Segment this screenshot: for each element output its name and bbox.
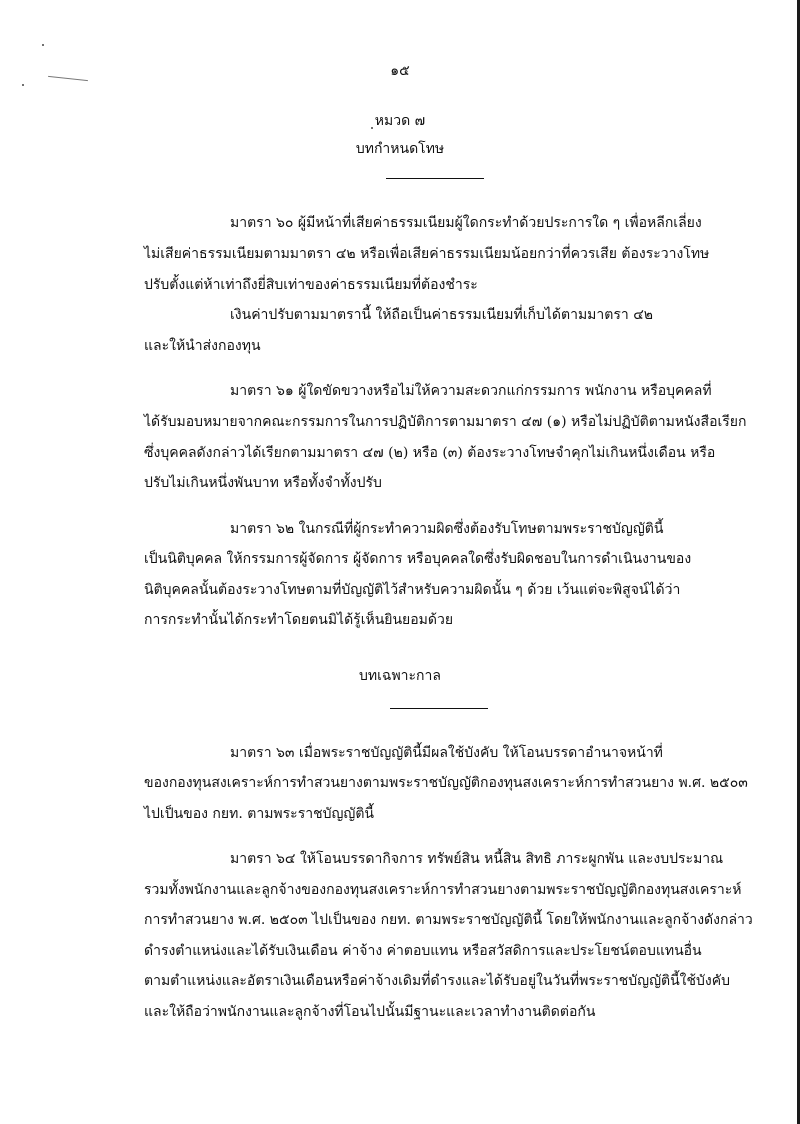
section-60-line-5: และให้นำส่งกองทุน bbox=[144, 338, 261, 354]
section-60-line-3: ปรับตั้งแต่ห้าเท่าถึงยี่สิบเท่าของค่าธรรมเนียมที่ต้องชำระ bbox=[144, 277, 478, 293]
section-60-line-4: เงินค่าปรับตามมาตรานี้ ให้ถือเป็นค่าธรรมเนียมที่เก็บได้ตามมาตรา ๔๒ bbox=[230, 307, 654, 323]
section-63-line-3: ไปเป็นของ กยท. ตามพระราชบัญญัตินี้ bbox=[144, 806, 374, 822]
section-64-line-5: ตามตำแหน่งและอัตราเงินเดือนหรือค่าจ้างเดิมที่ดำรงและได้รับอยู่ในวันที่พระราชบัญญัตินี้ใช้บังคับ bbox=[144, 973, 730, 989]
section-62-line-4: การกระทำนั้นได้กระทำโดยตนมิได้รู้เห็นยินยอมด้วย bbox=[144, 612, 454, 628]
chapter-heading: หมวด ๗ bbox=[374, 113, 426, 129]
section-61-line-1: มาตรา ๖๑ ผู้ใดขัดขวางหรือไม่ให้ความสะดวกแก่กรรมการ พนักงาน หรือบุคคลที่ bbox=[230, 383, 712, 399]
title-divider bbox=[386, 178, 484, 179]
section-62-line-3: นิติบุคคลนั้นต้องระวางโทษตามที่บัญญัติไว้สำหรับความผิดนั้น ๆ ด้วย เว้นแต่จะพิสูจน์ได้ว่า bbox=[144, 582, 681, 598]
section-64-line-2: รวมทั้งพนักงานและลูกจ้างของกองทุนสงเคราะห์การทำสวนยางตามพระราชบัญญัติกองทุนสงเคราะห์ bbox=[144, 882, 742, 898]
section-62-line-1: มาตรา ๖๒ ในกรณีที่ผู้กระทำความผิดซึ่งต้องรับโทษตามพระราชบัญญัตินี้ bbox=[230, 521, 664, 537]
section-60-line-1: มาตรา ๖๐ ผู้มีหน้าที่เสียค่าธรรมเนียมผู้ใดกระทำด้วยประการใด ๆ เพื่อหลีกเลี่ยง bbox=[230, 215, 702, 231]
chapter-title: บทกำหนดโทษ bbox=[355, 141, 445, 157]
section-63-line-2: ของกองทุนสงเคราะห์การทำสวนยางตามพระราชบัญญัติกองทุนสงเคราะห์การทำสวนยาง พ.ศ. ๒๕๐๓ bbox=[144, 775, 748, 791]
section-60-line-2: ไม่เสียค่าธรรมเนียมตามมาตรา ๔๒ หรือเพื่อเสียค่าธรรมเนียมน้อยกว่าที่ควรเสีย ต้องระวางโทษ bbox=[144, 246, 710, 262]
section-64-line-4: ดำรงตำแหน่งและได้รับเงินเดือน ค่าจ้าง ค่าตอบแทน หรือสวัสดิการและประโยชน์ตอบแทนอื่น bbox=[144, 943, 702, 959]
section-61-line-2: ได้รับมอบหมายจากคณะกรรมการในการปฏิบัติการตามมาตรา ๔๗ (๑) หรือไม่ปฏิบัติตามหนังสือเรียก bbox=[144, 414, 747, 430]
section-63-line-1: มาตรา ๖๓ เมื่อพระราชบัญญัตินี้มีผลใช้บังคับ ให้โอนบรรดาอำนาจหน้าที่ bbox=[230, 745, 663, 761]
page-number: ๑๕ bbox=[390, 63, 410, 79]
transitional-divider bbox=[390, 708, 488, 709]
section-64-line-6: และให้ถือว่าพนักงานและลูกจ้างที่โอนไปนั้นมีฐานะและเวลาทำงานติดต่อกัน bbox=[144, 1004, 596, 1020]
section-64-line-1: มาตรา ๖๔ ให้โอนบรรดากิจการ ทรัพย์สิน หนี้สิน สิทธิ ภาระผูกพัน และงบประมาณ bbox=[230, 851, 724, 867]
section-64-line-3: การทำสวนยาง พ.ศ. ๒๕๐๓ ไปเป็นของ กยท. ตามพระราชบัญญัตินี้ โดยให้พนักงานและลูกจ้างดังกล่าว bbox=[144, 912, 753, 928]
transitional-title: บทเฉพาะกาล bbox=[359, 668, 441, 684]
section-62-line-2: เป็นนิติบุคคล ให้กรรมการผู้จัดการ ผู้จัดการ หรือบุคคลใดซึ่งรับผิดชอบในการดำเนินงานของ bbox=[144, 551, 692, 567]
scan-speck bbox=[22, 84, 24, 86]
scan-speck bbox=[42, 44, 44, 46]
section-61-line-4: ปรับไม่เกินหนึ่งพันบาท หรือทั้งจำทั้งปรับ bbox=[144, 475, 382, 491]
section-61-line-3: ซึ่งบุคคลดังกล่าวได้เรียกตามมาตรา ๔๗ (๒) หรือ (๓) ต้องระวางโทษจำคุกไม่เกินหนึ่งเดือน หรือ bbox=[144, 445, 716, 461]
